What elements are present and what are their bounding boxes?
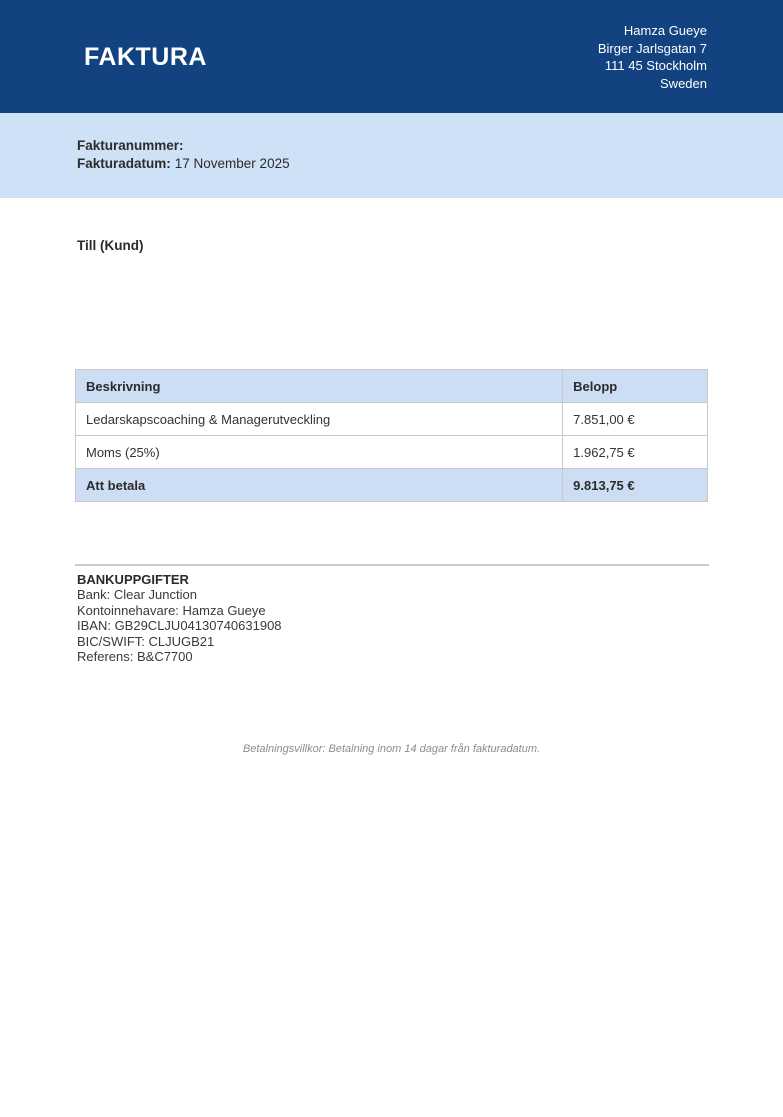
- invoice-header-band: [0, 0, 783, 113]
- table-row: [76, 469, 708, 502]
- bank-details-block: [77, 572, 282, 664]
- bank-name-line: Bank: Clear Junction: [77, 587, 197, 603]
- invoice-meta-lines: [77, 137, 290, 173]
- row-description: Moms (25%): [76, 436, 563, 469]
- reference-line: Referens: B&C7700: [77, 649, 193, 665]
- column-header-amount: Belopp: [563, 370, 708, 403]
- iban-line: IBAN: GB29CLJU04130740631908: [77, 618, 282, 634]
- column-header-description: Beskrivning: [76, 370, 563, 403]
- invoice-meta-band: [0, 113, 783, 198]
- invoice-date-label: Fakturadatum:: [77, 156, 171, 171]
- bic-swift-line: BIC/SWIFT: CLJUGB21: [77, 633, 215, 649]
- invoice-line-items-table: [75, 369, 708, 502]
- row-description: Att betala: [76, 469, 563, 502]
- invoice-title: FAKTURA: [84, 43, 207, 71]
- table-row: [76, 436, 708, 469]
- account-holder-line: Kontoinnehavare: Hamza Gueye: [77, 602, 266, 618]
- invoice-date-line: [77, 155, 290, 173]
- sender-address-block: [598, 22, 707, 92]
- sender-street: Birger Jarlsgatan 7: [597, 40, 707, 56]
- invoice-number-label: Fakturanummer:: [77, 138, 184, 153]
- invoice-date-value: 17 November 2025: [174, 156, 290, 171]
- invoice-number-line: [77, 137, 290, 155]
- row-amount: 9.813,75 €: [563, 469, 708, 502]
- sender-city: 111 45 Stockholm: [604, 58, 707, 73]
- row-amount: 1.962,75 €: [563, 436, 708, 469]
- table-header-row: [76, 370, 708, 403]
- sender-name: Hamza Gueye: [623, 23, 707, 38]
- table-row: [76, 403, 708, 436]
- row-description: Ledarskapscoaching & Managerutveckling: [76, 403, 563, 436]
- sender-country: Sweden: [660, 75, 707, 91]
- bank-details-heading: BANKUPPGIFTER: [77, 572, 189, 587]
- recipient-heading: Till (Kund): [77, 238, 144, 253]
- row-amount: 7.851,00 €: [563, 403, 708, 436]
- payment-terms: Betalningsvillkor: Betalning inom 14 dagar från fakturadatum.: [242, 743, 541, 755]
- section-divider: [75, 564, 709, 566]
